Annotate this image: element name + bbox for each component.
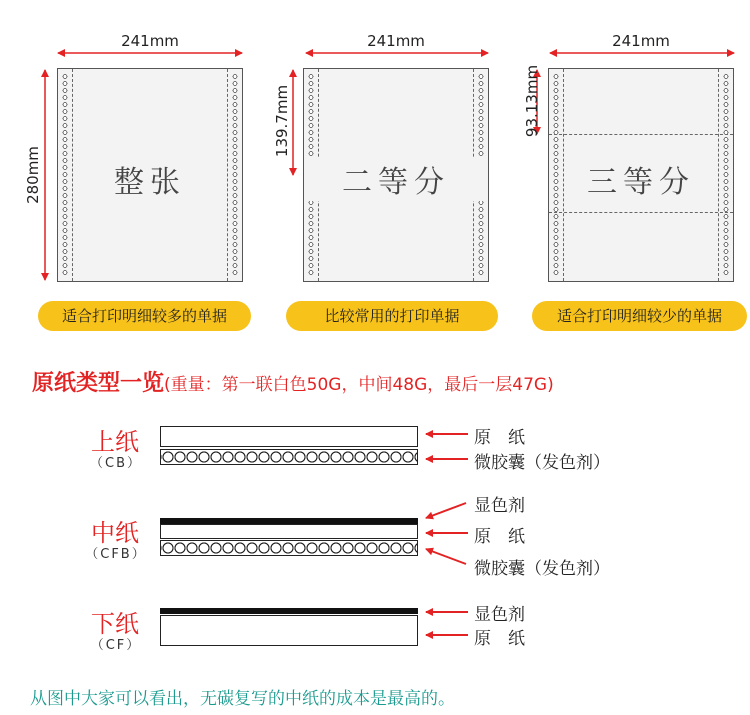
layer-label: 微胶囊（发色剂） bbox=[474, 559, 610, 579]
layer-label: 原 纸 bbox=[474, 527, 525, 547]
paper-type-name: 下纸 bbox=[91, 610, 139, 638]
sheet-caption-badge: 适合打印明细较少的单据 bbox=[532, 301, 747, 331]
microcapsule-layer bbox=[160, 449, 418, 465]
sheet-height-label: 93.13mm bbox=[523, 64, 542, 138]
base-paper-layer bbox=[160, 615, 418, 646]
paper-sheet-third bbox=[548, 68, 734, 282]
sheet-width-label: 241mm bbox=[121, 32, 179, 50]
layer-label: 显色剂 bbox=[474, 496, 525, 516]
sheet-title: 整张 bbox=[114, 165, 186, 200]
paper-sheet-half bbox=[303, 68, 489, 282]
sheet-height-label: 280mm bbox=[23, 146, 42, 204]
section-subtitle: (重量：第一联白色50G，中间48G，最后一层47G) bbox=[164, 375, 554, 395]
paper-sheet-full bbox=[57, 68, 243, 282]
section-title: 原纸类型一览 bbox=[32, 371, 165, 396]
sheet-title: 三等分 bbox=[587, 165, 695, 200]
paper-type-name: 中纸 bbox=[91, 519, 139, 547]
sheet-caption-badge: 比较常用的打印单据 bbox=[286, 301, 498, 331]
paper-type-code: （CB） bbox=[90, 456, 142, 471]
tear-line bbox=[549, 212, 733, 213]
layer-label: 原 纸 bbox=[474, 629, 525, 649]
footer-note: 从图中大家可以看出，无碳复写的中纸的成本是最高的。 bbox=[30, 689, 455, 709]
layer-label: 原 纸 bbox=[474, 428, 525, 448]
tear-line bbox=[549, 134, 733, 135]
sheet-width-label: 241mm bbox=[367, 32, 425, 50]
layer-label: 微胶囊（发色剂） bbox=[474, 453, 610, 473]
sheet-width-label: 241mm bbox=[612, 32, 670, 50]
pointer-arrow bbox=[426, 549, 466, 564]
microcapsule-layer bbox=[160, 540, 418, 556]
base-paper-layer bbox=[160, 426, 418, 447]
layer-label: 显色剂 bbox=[474, 605, 525, 625]
sheet-height-label: 139.7mm bbox=[273, 84, 292, 158]
section-heading bbox=[32, 366, 554, 397]
sheet-caption-badge: 适合打印明细较多的单据 bbox=[38, 301, 251, 331]
sheet-title: 二等分 bbox=[304, 157, 488, 201]
paper-type-name: 上纸 bbox=[91, 428, 139, 456]
developer-layer bbox=[160, 608, 418, 614]
paper-type-code: （CF） bbox=[90, 638, 142, 653]
pointer-arrow bbox=[426, 503, 466, 518]
base-paper-layer bbox=[160, 524, 418, 539]
paper-type-code: （CFB） bbox=[85, 547, 147, 562]
